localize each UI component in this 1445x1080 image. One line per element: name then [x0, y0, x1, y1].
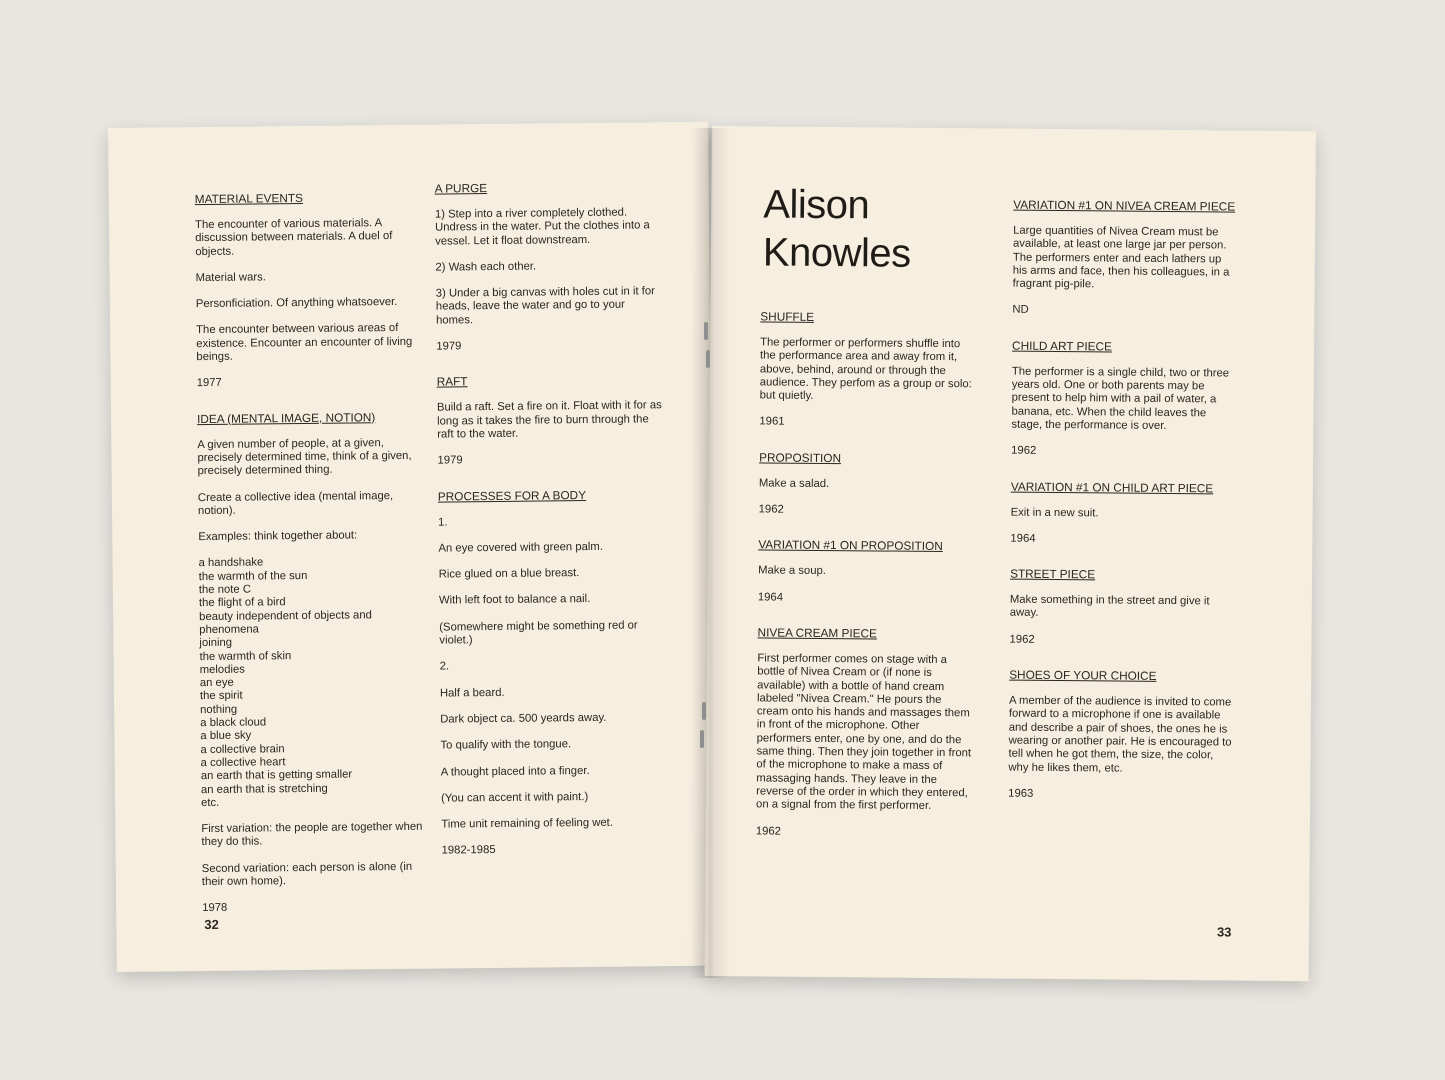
piece-text: To qualify with the tongue.	[440, 738, 572, 752]
piece-text: The performer is a single child, two or three years old. One or both parents may be present to help him with a pail of water, a banana, etc. When the child leaves the stage, the performance is over.	[1011, 365, 1230, 432]
piece-title: SHUFFLE	[760, 309, 815, 324]
piece-title: VARIATION #1 ON PROPOSITION	[758, 537, 943, 554]
piece-text: Material wars.	[195, 271, 266, 284]
piece-text: Create a collective idea (mental image, notion).	[197, 489, 394, 517]
piece-text: Examples: think together about:	[198, 529, 358, 544]
piece-title: NIVEA CREAM PIECE	[757, 625, 877, 641]
piece-title: A PURGE	[434, 181, 488, 196]
author-name: Alison Knowles	[762, 182, 911, 276]
piece-year: 1982-1985	[441, 844, 496, 857]
piece-year: 1977	[196, 377, 222, 390]
page-number-left: 32	[204, 916, 219, 933]
piece-text: First performer comes on stage with a bottle of Nivea Cream or (if none is available) with a bottle of hand cream labeled "Nivea Cream." He pours the cream onto his hands and massages them in front of the microphone. Other performers enter, one by one, and do the same thing. Then they join together in front of the microphone to make a mass of massaging hands. They leave in the reverse of the order in which they entered, on a signal from the first performer.	[756, 652, 972, 813]
piece-text: 1.	[438, 516, 448, 529]
piece-title: MATERIAL EVENTS	[194, 190, 303, 207]
piece-year: 1963	[1008, 787, 1034, 800]
staple-lower	[702, 702, 706, 720]
piece-text: Make something in the street and give it away.	[1009, 593, 1210, 620]
piece-year: 1962	[758, 503, 784, 516]
staple-bottom	[700, 730, 704, 748]
piece-year: 1979	[437, 454, 463, 467]
piece-year: 1961	[759, 415, 785, 429]
piece-text: Exit in a new suit.	[1010, 506, 1099, 519]
left-column-2	[435, 180, 670, 880]
right-column-1	[756, 310, 979, 862]
piece-text: A thought placed into a finger.	[440, 764, 590, 779]
piece-title: IDEA (MENTAL IMAGE, NOTION)	[196, 409, 376, 426]
piece-title: VARIATION #1 ON CHILD ART PIECE	[1010, 479, 1214, 495]
piece-year: 1962	[1011, 444, 1037, 458]
right-column-2	[1008, 199, 1239, 825]
piece-text: Dark object ca. 500 yeards away.	[440, 711, 607, 726]
piece-text: The encounter between various areas of existence. Encounter an encounter of living beings.	[196, 322, 413, 364]
left-page	[108, 122, 717, 972]
piece-text: With left foot to balance a nail.	[438, 593, 591, 608]
piece-title: CHILD ART PIECE	[1012, 338, 1113, 354]
piece-text: a handshake the warmth of the sun the note C the flight of a bird beauty independent of objects and phenomena joining the warmth of skin melodies an eye the spirit nothing a black cloud a blue sky a collective brain a collective heart an earth that is getting smaller an earth that is stretching etc.	[198, 556, 372, 809]
piece-title: VARIATION #1 ON NIVEA CREAM PIECE	[1013, 197, 1236, 214]
piece-text: Build a raft. Set a fire on it. Float with it for as long as it takes the fire to burn through the raft to the water.	[436, 399, 662, 441]
staple-upper	[706, 350, 710, 368]
piece-text: A member of the audience is invited to come forward to a microphone if one is available and describe a pair of shoes, the ones he is wearing or another pair. He is encouraged to tell when he got them, the size, the color, why he likes them, etc.	[1008, 694, 1232, 775]
piece-year: 1964	[1010, 532, 1036, 545]
page-number-right: 33	[1216, 924, 1232, 940]
left-column-1	[195, 191, 431, 938]
piece-text: The encounter of various materials. A discussion between materials. A duel of objects.	[194, 217, 393, 258]
piece-year: 1978	[202, 902, 228, 915]
piece-text: (You can accent it with paint.)	[440, 790, 589, 805]
piece-text: Half a beard.	[439, 686, 505, 700]
piece-year: 1979	[436, 340, 462, 353]
piece-text: (Somewhere might be something red or violet.)	[439, 619, 638, 647]
piece-title: SHOES OF YOUR CHOICE	[1009, 667, 1157, 683]
piece-title: PROPOSITION	[759, 450, 842, 465]
piece-text: The performer or performers shuffle into the performance area and away from it, above, behind, around or through the audience. They perfom as a group or solo: but quietly.	[759, 336, 972, 403]
piece-title: RAFT	[436, 374, 468, 389]
staple-top	[704, 322, 708, 340]
piece-text: Rice glued on a blue breast.	[438, 567, 580, 581]
piece-text: Make a soup.	[758, 564, 826, 578]
piece-title: PROCESSES FOR A BODY	[437, 487, 587, 504]
piece-text: 3) Under a big canvas with holes cut in it for heads, leave the water and go to your homes.	[435, 285, 655, 327]
piece-text: Second variation: each person is alone (in their own home).	[201, 860, 413, 889]
piece-year: 1964	[757, 591, 784, 604]
piece-text: A given number of people, at a given, precisely determined time, think of a given, precisely determined thing.	[197, 436, 412, 478]
piece-year: 1962	[755, 824, 782, 838]
piece-year: ND	[1012, 304, 1029, 317]
piece-text: 1) Step into a river completely clothed. Undress in the water. Put the clothes into a vessel. Let it float downstream.	[434, 206, 650, 248]
piece-text: Make a salad.	[758, 477, 830, 490]
piece-text: Personficiation. Of anything whatsoever.	[195, 296, 398, 311]
piece-text: 2) Wash each other.	[435, 260, 537, 274]
piece-text: Time unit remaining of feeling wet.	[441, 816, 614, 831]
piece-text: An eye covered with green palm.	[438, 540, 604, 555]
piece-title: STREET PIECE	[1010, 566, 1096, 582]
piece-text: Large quantities of Nivea Cream must be available, at least one large jar per person. The performers enter and each lathers up his arms and face, then his colleagues, in a fragrant pig-pile.	[1012, 224, 1230, 291]
piece-text: First variation: the people are together when they do this.	[201, 820, 423, 849]
piece-text: 2.	[439, 660, 450, 673]
right-page	[705, 126, 1316, 981]
piece-year: 1962	[1009, 633, 1035, 646]
